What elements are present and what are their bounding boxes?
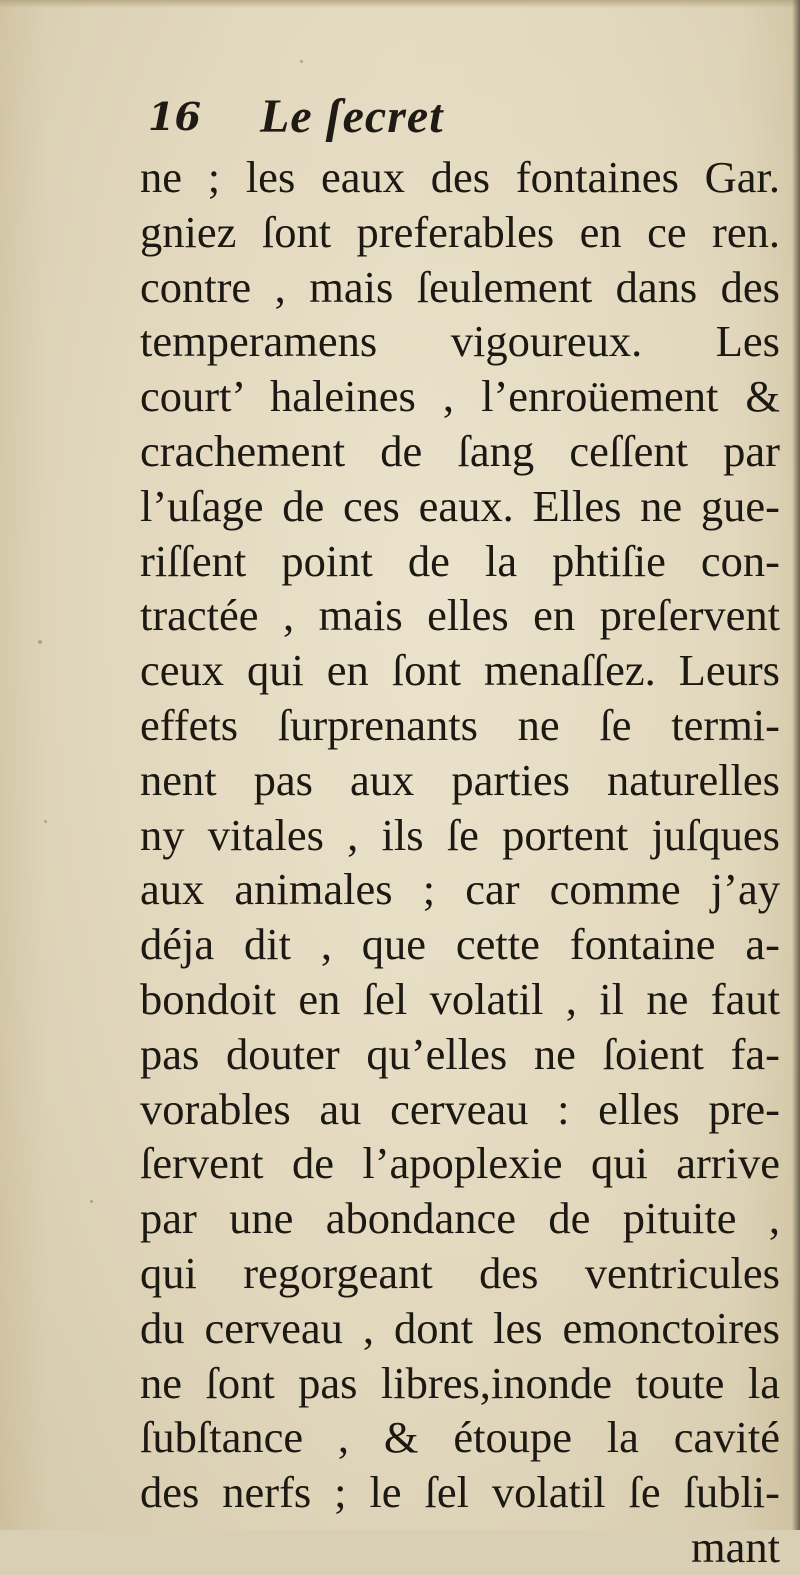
text-line: des nerfs ; le ſel volatil ſe ſubli- <box>140 1467 780 1518</box>
page-gutter-edge <box>792 0 800 1530</box>
text-line: aux animales ; car comme j’ay <box>140 864 780 915</box>
text-line: court’ haleines , l’enroüement & <box>140 371 780 422</box>
text-line: déja dit , que cette fontaine a- <box>140 919 780 970</box>
page-header <box>148 92 568 152</box>
text-line: gniez ſont preferables en ce ren. <box>140 206 780 257</box>
text-line: vorables au cerveau : elles pre- <box>140 1083 780 1134</box>
text-line: effets ſurprenants ne ſe termi- <box>140 699 780 750</box>
paper-speck <box>44 820 47 823</box>
paper-speck <box>38 640 42 644</box>
body-text <box>140 150 780 1575</box>
text-line: riſſent point de la phtiſie con- <box>140 535 780 586</box>
text-line: pas douter qu’elles ne ſoient fa- <box>140 1028 780 1079</box>
paper-speck <box>300 60 303 63</box>
text-line: l’uſage de ces eaux. Elles ne gue- <box>140 480 780 531</box>
text-line: ny vitales , ils ſe portent juſques <box>140 809 780 860</box>
paper-speck <box>90 1200 93 1203</box>
page-number: 16 <box>148 94 201 139</box>
text-line: crachement de ſang ceſſent par <box>140 425 780 476</box>
text-line: du cerveau , dont les emonctoires <box>140 1302 780 1353</box>
text-line: tractée , mais elles en preſervent <box>140 590 780 641</box>
text-line: ſervent de l’apoplexie qui arrive <box>140 1138 780 1189</box>
catchword: mant <box>691 1521 780 1572</box>
text-line: contre , mais ſeulement dans des <box>140 261 780 312</box>
text-line: par une abondance de pituite , <box>140 1193 780 1244</box>
text-line: ne ſont pas libres,inonde toute la <box>140 1357 780 1408</box>
text-line: ſubſtance , & étoupe la cavité <box>140 1412 780 1463</box>
text-line: ne ; les eaux des fontaines Gar. <box>140 152 780 202</box>
text-line: bondoit en ſel volatil , il ne faut <box>140 973 780 1024</box>
text-line: temperamens vigoureux. Les <box>140 316 780 367</box>
page-top-edge <box>0 0 800 8</box>
text-line: nent pas aux parties naturelles <box>140 754 780 805</box>
running-title: Le ſecret <box>260 90 444 143</box>
text-line: qui regorgeant des ventricules <box>140 1247 780 1298</box>
text-line: ceux qui en ſont menaſſez. Leurs <box>140 645 780 696</box>
